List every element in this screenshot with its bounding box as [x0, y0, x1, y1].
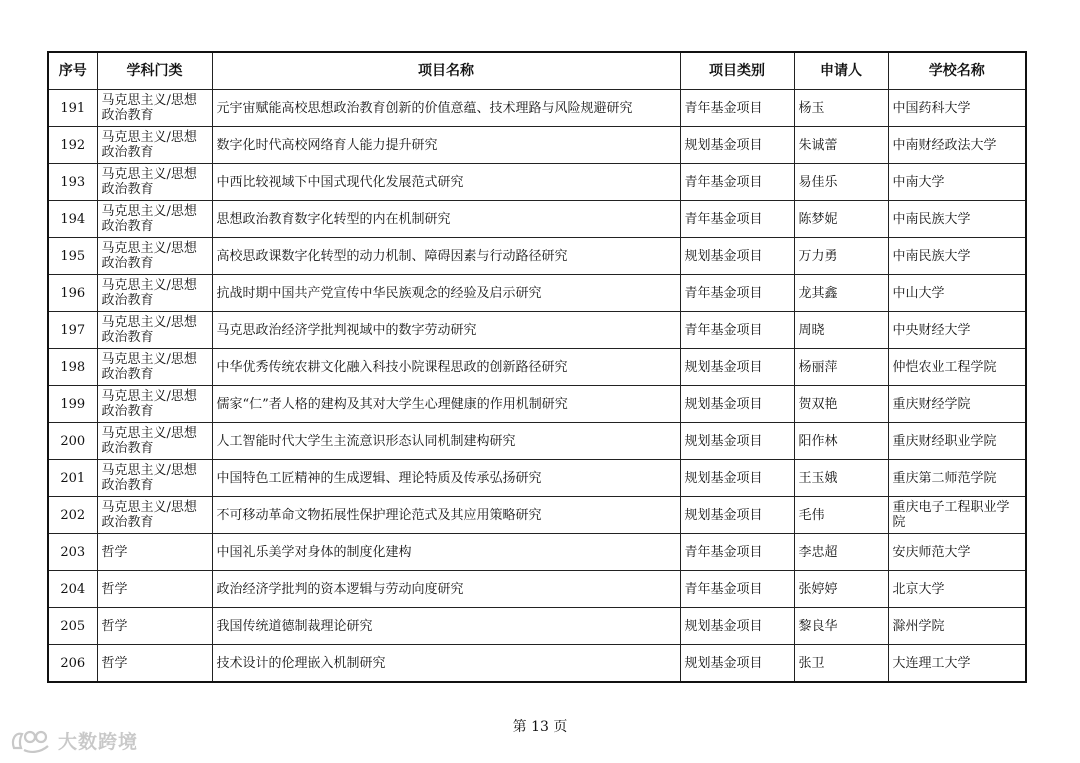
table-row	[48, 645, 1026, 683]
row-no: 200	[48, 423, 97, 460]
row-discipline: 哲学	[97, 571, 212, 608]
row-project-title: 思想政治教育数字化转型的内在机制研究	[212, 201, 680, 238]
table-row	[48, 201, 1026, 238]
header-category: 项目类别	[680, 52, 794, 90]
row-applicant: 杨玉	[794, 90, 888, 127]
row-no: 195	[48, 238, 97, 275]
table-row	[48, 238, 1026, 275]
table-row	[48, 571, 1026, 608]
header-applicant: 申请人	[794, 52, 888, 90]
row-no: 204	[48, 571, 97, 608]
row-applicant: 龙其鑫	[794, 275, 888, 312]
row-applicant: 杨丽萍	[794, 349, 888, 386]
row-school: 中央财经大学	[888, 312, 1026, 349]
row-no: 201	[48, 460, 97, 497]
row-category: 规划基金项目	[680, 238, 794, 275]
row-no: 194	[48, 201, 97, 238]
header-discipline: 学科门类	[97, 52, 212, 90]
table-row	[48, 460, 1026, 497]
row-category: 青年基金项目	[680, 90, 794, 127]
row-project-title: 抗战时期中国共产党宣传中华民族观念的经验及启示研究	[212, 275, 680, 312]
row-category: 规划基金项目	[680, 386, 794, 423]
row-category: 规划基金项目	[680, 497, 794, 534]
row-no: 205	[48, 608, 97, 645]
row-no: 199	[48, 386, 97, 423]
row-applicant: 毛伟	[794, 497, 888, 534]
row-category: 青年基金项目	[680, 534, 794, 571]
row-category: 青年基金项目	[680, 571, 794, 608]
row-discipline: 马克思主义/思想政治教育	[97, 349, 212, 386]
row-discipline: 马克思主义/思想政治教育	[97, 312, 212, 349]
row-no: 193	[48, 164, 97, 201]
table-row	[48, 608, 1026, 645]
row-school: 中南财经政法大学	[888, 127, 1026, 164]
row-project-title: 政治经济学批判的资本逻辑与劳动向度研究	[212, 571, 680, 608]
row-school: 北京大学	[888, 571, 1026, 608]
row-school: 滁州学院	[888, 608, 1026, 645]
row-applicant: 易佳乐	[794, 164, 888, 201]
row-category: 青年基金项目	[680, 312, 794, 349]
row-applicant: 朱诚蕾	[794, 127, 888, 164]
row-discipline: 马克思主义/思想政治教育	[97, 127, 212, 164]
row-school: 重庆第二师范学院	[888, 460, 1026, 497]
row-discipline: 哲学	[97, 608, 212, 645]
row-school: 中国药科大学	[888, 90, 1026, 127]
row-discipline: 马克思主义/思想政治教育	[97, 238, 212, 275]
row-discipline: 马克思主义/思想政治教育	[97, 460, 212, 497]
table-row	[48, 349, 1026, 386]
row-school: 中南大学	[888, 164, 1026, 201]
row-applicant: 王玉娥	[794, 460, 888, 497]
row-project-title: 我国传统道德制裁理论研究	[212, 608, 680, 645]
row-category: 青年基金项目	[680, 164, 794, 201]
table-row	[48, 312, 1026, 349]
row-project-title: 技术设计的伦理嵌入机制研究	[212, 645, 680, 683]
row-applicant: 陈梦妮	[794, 201, 888, 238]
table-row	[48, 275, 1026, 312]
row-discipline: 马克思主义/思想政治教育	[97, 275, 212, 312]
brand-logo-icon	[10, 728, 54, 754]
row-no: 192	[48, 127, 97, 164]
row-applicant: 阳作林	[794, 423, 888, 460]
row-project-title: 马克思政治经济学批判视域中的数字劳动研究	[212, 312, 680, 349]
row-project-title: 儒家“仁”者人格的建构及其对大学生心理健康的作用机制研究	[212, 386, 680, 423]
table-row	[48, 423, 1026, 460]
row-category: 规划基金项目	[680, 608, 794, 645]
row-no: 198	[48, 349, 97, 386]
header-no: 序号	[48, 52, 97, 90]
row-project-title: 中国特色工匠精神的生成逻辑、理论特质及传承弘扬研究	[212, 460, 680, 497]
row-applicant: 万力勇	[794, 238, 888, 275]
row-project-title: 数字化时代高校网络育人能力提升研究	[212, 127, 680, 164]
row-category: 规划基金项目	[680, 645, 794, 683]
row-category: 规划基金项目	[680, 127, 794, 164]
header-project-title: 项目名称	[212, 52, 680, 90]
row-category: 青年基金项目	[680, 275, 794, 312]
row-school: 仲恺农业工程学院	[888, 349, 1026, 386]
table-row	[48, 497, 1026, 534]
row-applicant: 黎良华	[794, 608, 888, 645]
row-no: 191	[48, 90, 97, 127]
row-discipline: 哲学	[97, 534, 212, 571]
row-no: 206	[48, 645, 97, 683]
row-discipline: 马克思主义/思想政治教育	[97, 423, 212, 460]
row-school: 中山大学	[888, 275, 1026, 312]
row-project-title: 中西比较视域下中国式现代化发展范式研究	[212, 164, 680, 201]
table-row	[48, 386, 1026, 423]
row-category: 规划基金项目	[680, 460, 794, 497]
row-project-title: 高校思政课数字化转型的动力机制、障碍因素与行动路径研究	[212, 238, 680, 275]
row-project-title: 中华优秀传统农耕文化融入科技小院课程思政的创新路径研究	[212, 349, 680, 386]
row-school: 重庆电子工程职业学院	[888, 497, 1026, 534]
page-number: 第 13 页	[512, 719, 568, 735]
table-row	[48, 164, 1026, 201]
row-school: 安庆师范大学	[888, 534, 1026, 571]
row-project-title: 人工智能时代大学生主流意识形态认同机制建构研究	[212, 423, 680, 460]
row-category: 青年基金项目	[680, 201, 794, 238]
row-discipline: 马克思主义/思想政治教育	[97, 90, 212, 127]
row-school: 中南民族大学	[888, 238, 1026, 275]
header-school: 学校名称	[888, 52, 1026, 90]
row-project-title: 不可移动革命文物拓展性保护理论范式及其应用策略研究	[212, 497, 680, 534]
row-no: 202	[48, 497, 97, 534]
project-table	[47, 51, 1027, 683]
row-school: 中南民族大学	[888, 201, 1026, 238]
table-header-row	[48, 52, 1026, 90]
row-discipline: 马克思主义/思想政治教育	[97, 386, 212, 423]
row-no: 197	[48, 312, 97, 349]
row-no: 203	[48, 534, 97, 571]
row-category: 规划基金项目	[680, 423, 794, 460]
row-applicant: 周晓	[794, 312, 888, 349]
row-school: 大连理工大学	[888, 645, 1026, 683]
row-applicant: 张卫	[794, 645, 888, 683]
row-discipline: 马克思主义/思想政治教育	[97, 201, 212, 238]
row-discipline: 哲学	[97, 645, 212, 683]
row-discipline: 马克思主义/思想政治教育	[97, 497, 212, 534]
row-category: 规划基金项目	[680, 349, 794, 386]
row-project-title: 中国礼乐美学对身体的制度化建构	[212, 534, 680, 571]
table-row	[48, 534, 1026, 571]
row-no: 196	[48, 275, 97, 312]
row-discipline: 马克思主义/思想政治教育	[97, 164, 212, 201]
row-project-title: 元宇宙赋能高校思想政治教育创新的价值意蕴、技术理路与风险规避研究	[212, 90, 680, 127]
row-school: 重庆财经职业学院	[888, 423, 1026, 460]
row-applicant: 李忠超	[794, 534, 888, 571]
watermark-text: 大数跨境	[58, 731, 139, 753]
table-row	[48, 127, 1026, 164]
row-school: 重庆财经学院	[888, 386, 1026, 423]
table-row	[48, 90, 1026, 127]
watermark	[10, 727, 138, 754]
row-applicant: 贺双艳	[794, 386, 888, 423]
row-applicant: 张婷婷	[794, 571, 888, 608]
